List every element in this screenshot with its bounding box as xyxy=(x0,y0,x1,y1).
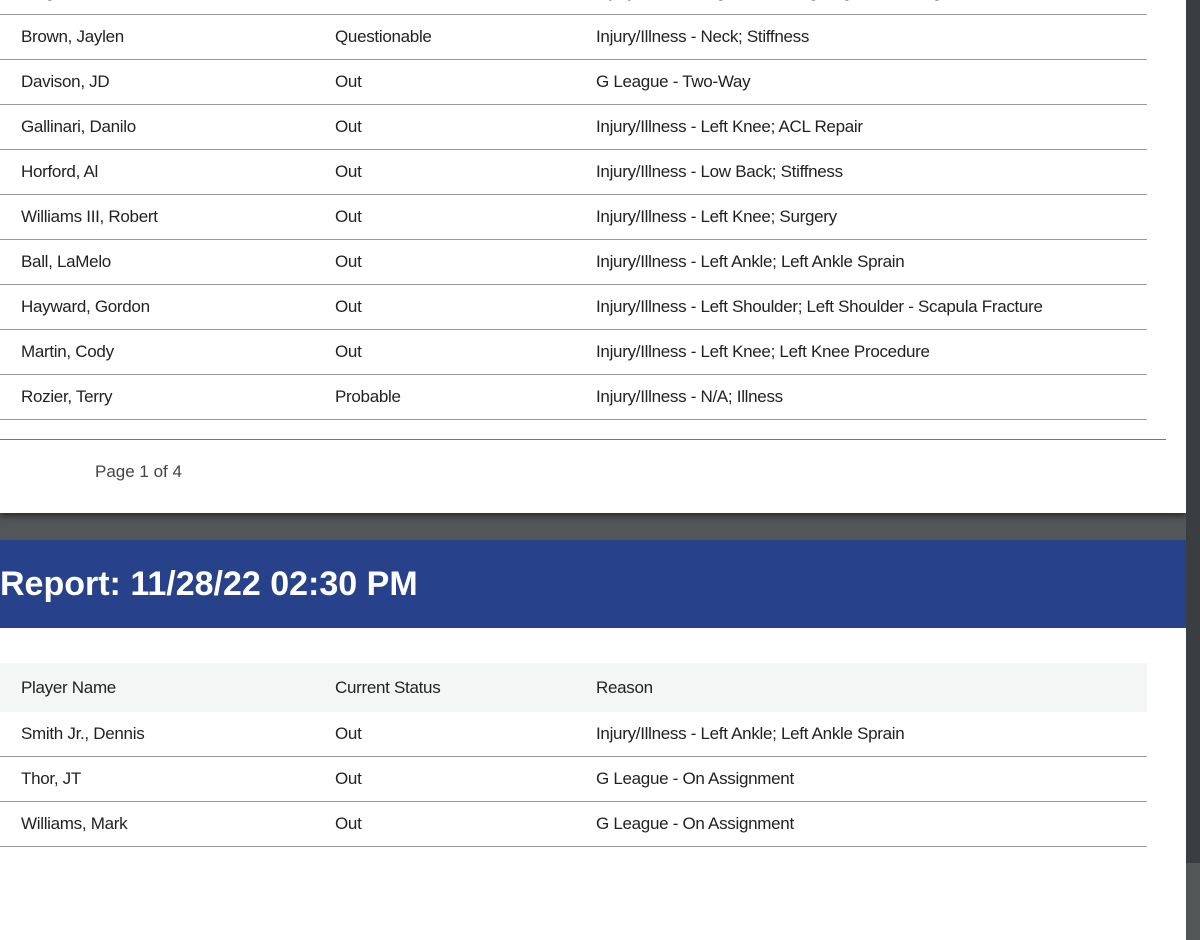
cell-name: Williams, Mark xyxy=(0,802,314,847)
injury-table-page-2 xyxy=(0,663,1147,847)
injury-table-page-1 xyxy=(0,0,1147,420)
table-row xyxy=(0,330,1147,375)
cell-name: Ball, LaMelo xyxy=(0,240,314,285)
cell-status: Out xyxy=(314,105,575,150)
column-header-reason: Reason xyxy=(575,663,1147,712)
cell-status: Out xyxy=(314,712,575,757)
cell-reason: Injury/Illness - Left Ankle; Left Ankle Sprain xyxy=(575,240,1147,285)
cell-reason: G League - Two-Way xyxy=(575,60,1147,105)
cell-name xyxy=(0,0,314,15)
cell-status xyxy=(314,0,575,15)
cell-status: Out xyxy=(314,757,575,802)
report-banner xyxy=(0,540,1186,628)
cell-reason: Injury/Illness - Neck; Stiffness xyxy=(575,15,1147,60)
cell-status: Questionable xyxy=(314,15,575,60)
cell-reason: Injury/Illness - Left Knee; Surgery xyxy=(575,195,1147,240)
cell-reason: G League - On Assignment xyxy=(575,757,1147,802)
table-row xyxy=(0,105,1147,150)
cell-name: Rozier, Terry xyxy=(0,375,314,420)
cell-name: Hayward, Gordon xyxy=(0,285,314,330)
cell-status: Out xyxy=(314,195,575,240)
table-row xyxy=(0,285,1147,330)
cell-reason: G League - On Assignment xyxy=(575,802,1147,847)
cell-reason: Injury/Illness - Left Knee; ACL Repair xyxy=(575,105,1147,150)
cell-name: Davison, JD xyxy=(0,60,314,105)
cell-name: Thor, JT xyxy=(0,757,314,802)
pdf-page-2 xyxy=(0,540,1186,940)
cell-reason: Injury/Illness - Left Shoulder; Left Shoulder - Scapula Fracture xyxy=(575,285,1147,330)
cell-status: Out xyxy=(314,60,575,105)
cell-status: Out xyxy=(314,240,575,285)
cell-reason: Injury/Illness - Left Knee; Left Knee Procedure xyxy=(575,330,1147,375)
cell-status: Probable xyxy=(314,375,575,420)
scrollbar[interactable] xyxy=(1186,0,1200,863)
column-header-player: Player Name xyxy=(0,663,314,712)
cell-reason: Injury/Illness - Low Back; Stiffness xyxy=(575,150,1147,195)
table-row xyxy=(0,15,1147,60)
footer-divider xyxy=(0,439,1166,440)
table-row xyxy=(0,195,1147,240)
table-row xyxy=(0,757,1147,802)
cell-status: Out xyxy=(314,330,575,375)
cell-name: Smith Jr., Dennis xyxy=(0,712,314,757)
cell-reason xyxy=(575,0,1147,15)
page-number: Page 1 of 4 xyxy=(95,462,182,481)
column-header-status: Current Status xyxy=(314,663,575,712)
report-title: Report: 11/28/22 02:30 PM xyxy=(0,565,418,603)
cell-name: Brown, Jaylen xyxy=(0,15,314,60)
table-row xyxy=(0,712,1147,757)
cell-status: Out xyxy=(314,150,575,195)
cell-name: Martin, Cody xyxy=(0,330,314,375)
cell-name: Gallinari, Danilo xyxy=(0,105,314,150)
table-row xyxy=(0,150,1147,195)
cell-reason: Injury/Illness - Left Ankle; Left Ankle Sprain xyxy=(575,712,1147,757)
table-row xyxy=(0,0,1147,15)
cell-name: Horford, Al xyxy=(0,150,314,195)
cell-reason: Injury/Illness - N/A; Illness xyxy=(575,375,1147,420)
table-row xyxy=(0,240,1147,285)
table-row xyxy=(0,802,1147,847)
table-header-row xyxy=(0,663,1147,712)
cell-status: Out xyxy=(314,802,575,847)
table-row xyxy=(0,60,1147,105)
cell-status: Out xyxy=(314,285,575,330)
table-row xyxy=(0,375,1147,420)
cell-name: Williams III, Robert xyxy=(0,195,314,240)
